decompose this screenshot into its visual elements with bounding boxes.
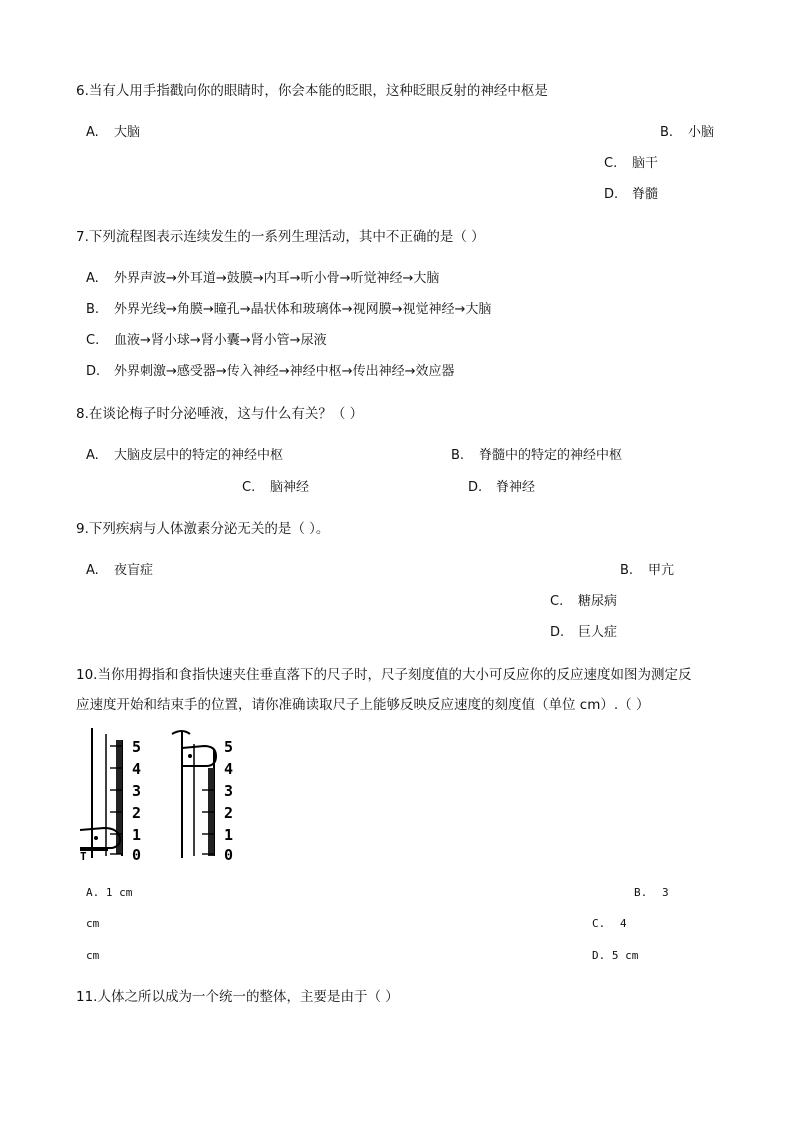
ruler-start-tick-5: 5 [132, 738, 142, 756]
ruler-start-tick-0: 0 [132, 846, 142, 864]
q10-option-a[interactable]: A. 1 cm [86, 886, 133, 899]
fingernail-icon [188, 754, 192, 758]
ruler-figure [78, 724, 248, 864]
q7-option-d-text[interactable]: 外界刺激→感受器→传入神经→神经中枢→传出神经→效应器 [114, 364, 455, 379]
q8-option-a-letter[interactable]: A. [86, 448, 99, 463]
q6-option-c-letter[interactable]: C. [604, 156, 618, 171]
q8-option-d-text[interactable]: 脊神经 [496, 480, 536, 495]
ruler-end-ticks [224, 738, 233, 864]
svg-text:T: T [80, 850, 87, 863]
question-9-stem: 9.下列疾病与人体激素分泌无关的是（ ）。 [76, 521, 330, 537]
question-11-stem: 11.人体之所以成为一个统一的整体，主要是由于（ ） [76, 989, 399, 1005]
q6-option-d-text[interactable]: 脊髓 [632, 187, 659, 202]
q8-option-a-text[interactable]: 大脑皮层中的特定的神经中枢 [114, 448, 284, 463]
ruler-end-tick-3: 3 [224, 782, 234, 800]
q7-option-d-letter[interactable]: D. [86, 364, 101, 379]
q7-option-c-text[interactable]: 血液→肾小球→肾小囊→肾小管→尿液 [114, 333, 327, 348]
q8-option-c-text[interactable]: 脑神经 [270, 480, 310, 495]
q6-option-a-text[interactable]: 大脑 [114, 125, 141, 140]
ruler-end-position [172, 731, 216, 858]
q7-option-a-text[interactable]: 外界声波→外耳道→鼓膜→内耳→听小骨→听觉神经→大脑 [114, 271, 440, 286]
ruler-start-tick-2: 2 [132, 804, 142, 822]
ruler-start-tick-3: 3 [132, 782, 142, 800]
q6-option-b-letter[interactable]: B. [660, 125, 674, 140]
q9-option-c-letter[interactable]: C. [550, 594, 564, 609]
q6-option-d-letter[interactable]: D. [604, 187, 619, 202]
question-7-stem: 7.下列流程图表示连续发生的一系列生理活动，其中不正确的是（ ） [76, 229, 485, 245]
q7-option-c-letter[interactable]: C. [86, 333, 100, 348]
q9-option-b-text[interactable]: 甲亢 [648, 563, 675, 578]
q9-option-b-letter[interactable]: B. [620, 563, 634, 578]
question-10-stem-line-2: 应速度开始和结束手的位置，请你准确读取尺子上能够反映反应速度的刻度值（单位 cm）.（ ） [76, 697, 650, 713]
ruler-start-position [80, 728, 122, 863]
ruler-start-ticks [132, 738, 141, 864]
q10-option-c-number[interactable]: 4 [620, 917, 627, 930]
q6-option-a-letter[interactable]: A. [86, 125, 99, 140]
fingernail-icon [94, 836, 98, 840]
q6-option-c-text[interactable]: 脑干 [632, 156, 659, 171]
q10-option-c-letter[interactable]: C. [592, 917, 606, 930]
question-8-stem: 8.在谈论梅子时分泌唾液，这与什么有关？（ ） [76, 406, 364, 422]
q8-option-b-text[interactable]: 脊髓中的特定的神经中枢 [479, 448, 623, 463]
q8-option-b-letter[interactable]: B. [451, 448, 465, 463]
q8-option-d-letter[interactable]: D. [468, 480, 483, 495]
question-6-stem: 6.当有人用手指戳向你的眼睛时，你会本能的眨眼，这种眨眼反射的神经中枢是 [76, 83, 548, 99]
question-10-stem-line-1: 10.当你用拇指和食指快速夹住垂直落下的尺子时，尺子刻度值的大小可反应你的反应速度如图为测定反 [76, 667, 692, 683]
q10-option-b-unit[interactable]: cm [86, 917, 100, 930]
ruler-end-tick-2: 2 [224, 804, 234, 822]
ruler-start-tick-4: 4 [132, 760, 142, 778]
ruler-end-tick-5: 5 [224, 738, 234, 756]
q10-option-d[interactable]: D. 5 cm [592, 949, 639, 962]
q10-option-b-number[interactable]: 3 [662, 886, 669, 899]
q9-option-a-letter[interactable]: A. [86, 563, 99, 578]
q9-option-d-text[interactable]: 巨人症 [578, 625, 618, 640]
q8-option-c-letter[interactable]: C. [242, 480, 256, 495]
q10-option-c-unit[interactable]: cm [86, 949, 100, 962]
q9-option-d-letter[interactable]: D. [550, 625, 565, 640]
ruler-end-tick-0: 0 [224, 846, 234, 864]
q9-option-a-text[interactable]: 夜盲症 [114, 563, 154, 578]
q7-option-a-letter[interactable]: A. [86, 271, 99, 286]
q9-option-c-text[interactable]: 糖尿病 [578, 594, 618, 609]
q10-option-b-letter[interactable]: B. [634, 886, 648, 899]
q7-option-b-text[interactable]: 外界光线→角膜→瞳孔→晶状体和玻璃体→视网膜→视觉神经→大脑 [114, 302, 492, 317]
q6-option-b-text[interactable]: 小脑 [688, 125, 715, 140]
ruler-end-tick-1: 1 [224, 826, 234, 844]
q7-option-b-letter[interactable]: B. [86, 302, 100, 317]
ruler-end-tick-4: 4 [224, 760, 234, 778]
ruler-start-tick-1: 1 [132, 826, 142, 844]
